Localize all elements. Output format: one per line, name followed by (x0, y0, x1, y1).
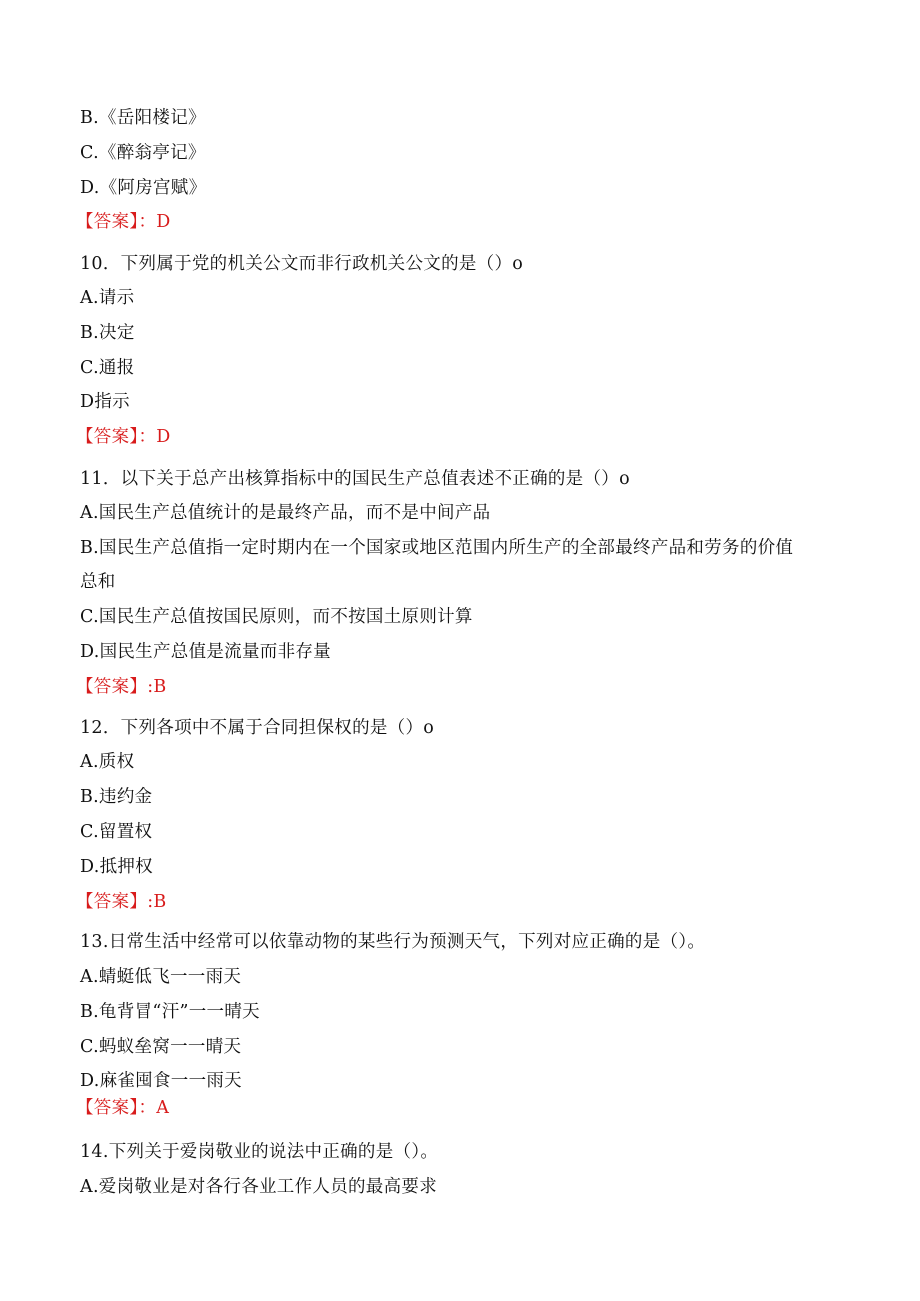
option-d-q10: D指示 (80, 392, 130, 412)
option-b-q11-continued: 总和 (80, 572, 116, 592)
question-11: 11．以下关于总产出核算指标中的国民生产总值表述不正确的是（）o (80, 469, 630, 489)
answer-q11: 【答案】:B (76, 677, 167, 697)
answer-q12: 【答案】:B (76, 892, 167, 912)
option-c-q10: C.通报 (80, 358, 135, 378)
option-b-q10: B.决定 (80, 323, 135, 343)
option-a-q12: A.质权 (80, 752, 135, 772)
option-c-q9: C.《醉翁亭记》 (80, 143, 206, 163)
option-c-q12: C.留置权 (80, 822, 153, 842)
option-d-q11: D.国民生产总值是流量而非存量 (80, 642, 331, 662)
option-a-q11: A.国民生产总值统计的是最终产品，而不是中间产品 (80, 503, 491, 523)
option-d-q13: D.麻雀囤食一一雨天 (80, 1071, 242, 1091)
option-d-q9: D.《阿房宫赋》 (80, 178, 207, 198)
question-13: 13.日常生活中经常可以依靠动物的某些行为预测天气，下列对应正确的是（）。 (80, 932, 706, 952)
option-c-q11: C.国民生产总值按国民原则，而不按国土原则计算 (80, 607, 473, 627)
option-b-q9: B.《岳阳楼记》 (80, 108, 206, 128)
answer-q13: 【答案】：A (76, 1098, 170, 1118)
option-d-q12: D.抵押权 (80, 857, 153, 877)
option-b-q11: B.国民生产总值指一定时期内在一个国家或地区范围内所生产的全部最终产品和劳务的价值 (80, 538, 794, 558)
answer-q9: 【答案】：D (76, 212, 171, 232)
answer-q10: 【答案】：D (76, 427, 171, 447)
question-14: 14.下列关于爱岗敬业的说法中正确的是（）。 (80, 1142, 439, 1162)
option-a-q13: A.蜻蜓低飞一一雨天 (80, 967, 242, 987)
question-12: 12．下列各项中不属于合同担保权的是（）o (80, 718, 435, 738)
option-a-q10: A.请示 (80, 288, 135, 308)
option-a-q14: A.爱岗敬业是对各行各业工作人员的最高要求 (80, 1177, 437, 1197)
question-10: 10．下列属于党的机关公文而非行政机关公文的是（）o (80, 254, 524, 274)
option-c-q13: C.蚂蚁垒窝一一晴天 (80, 1037, 242, 1057)
option-b-q12: B.违约金 (80, 787, 153, 807)
option-b-q13: B.龟背冒“汗”一一晴天 (80, 1002, 260, 1022)
